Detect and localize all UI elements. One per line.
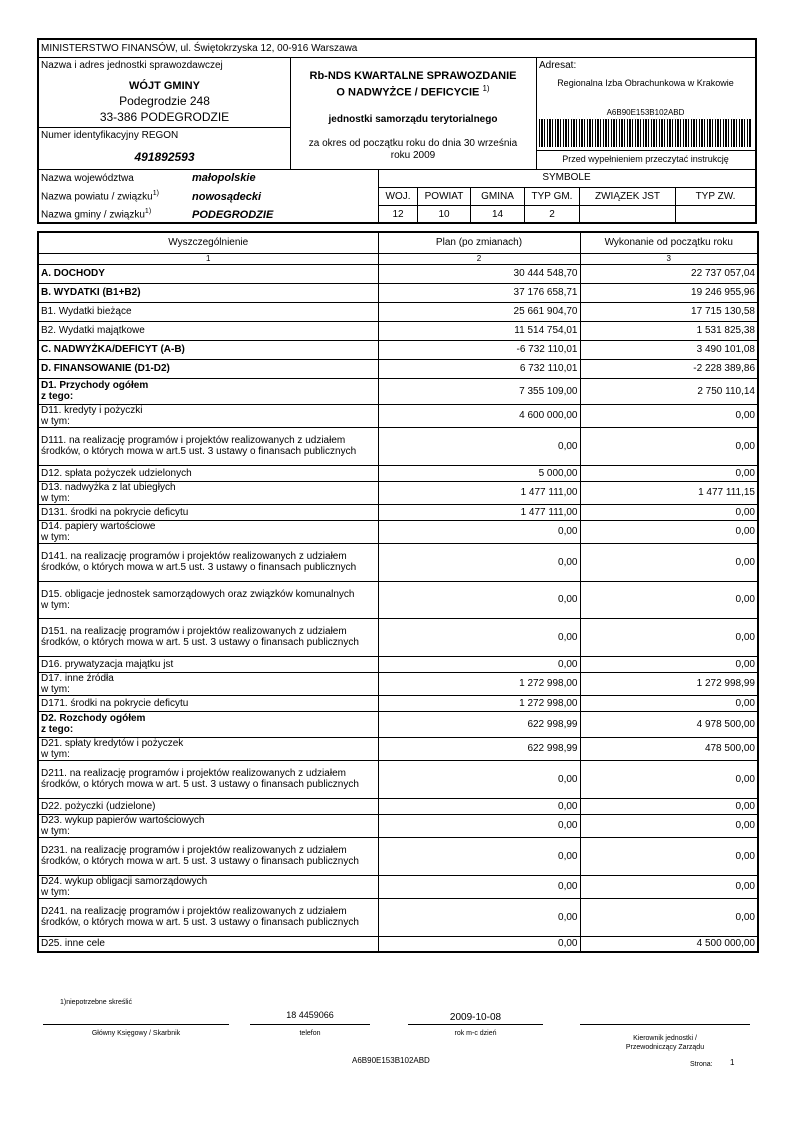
- period-line2: roku 2009: [390, 150, 436, 161]
- row-label: B1. Wydatki bieżące: [38, 302, 378, 321]
- row-label: D16. prywatyzacja majątku jst: [38, 656, 378, 672]
- signature-line: [43, 1024, 229, 1025]
- table-row: [38, 404, 758, 427]
- plan-value: 1 272 998,00: [378, 672, 580, 695]
- entity-name: WÓJT GMINY: [129, 80, 200, 92]
- plan-value: 0,00: [378, 875, 580, 898]
- row-label: D13. nadwyżka z lat ubiegłych w tym:: [38, 481, 378, 504]
- execution-value: 0,00: [580, 465, 758, 481]
- plan-value: 1 272 998,00: [378, 695, 580, 711]
- execution-value: 0,00: [580, 760, 758, 798]
- ministry-line: MINISTERSTWO FINANSÓW, ul. Świętokrzyska 12, 00-916 Warszawa: [39, 40, 755, 58]
- row-label: D1. Przychody ogółem z tego:: [38, 378, 378, 404]
- regon-number: 491892593: [134, 150, 195, 164]
- divider: [39, 169, 755, 170]
- table-row: [38, 618, 758, 656]
- row-label: B2. Wydatki majątkowe: [38, 321, 378, 340]
- column-header: Plan (po zmianach): [378, 232, 580, 253]
- row-label: D24. wykup obligacji samorządowych w tym:: [38, 875, 378, 898]
- table-row: [38, 875, 758, 898]
- commune-value: PODEGRODZIE: [192, 209, 274, 221]
- table-row: [38, 427, 758, 465]
- plan-value: -6 732 110,01: [378, 340, 580, 359]
- execution-value: 4 500 000,00: [580, 936, 758, 952]
- table-row: [38, 695, 758, 711]
- table-row: [38, 581, 758, 618]
- plan-value: 37 176 658,71: [378, 283, 580, 302]
- entity-address-line2: 33-386 PODEGRODZIE: [99, 110, 230, 124]
- document-code: A6B90E153B102ABD: [352, 1056, 430, 1065]
- plan-value: 25 661 904,70: [378, 302, 580, 321]
- symbol-value: 14: [471, 206, 525, 224]
- divider: [536, 150, 755, 151]
- table-row: [38, 543, 758, 581]
- accountant-label: Główny Księgowy / Skarbnik: [91, 1030, 181, 1037]
- symbol-header: GMINA: [471, 188, 525, 206]
- symbol-value: 12: [379, 206, 418, 224]
- plan-value: 0,00: [378, 814, 580, 837]
- county-label: Nazwa powiatu / związku$^{1)}$: [41, 190, 159, 203]
- table-row: [38, 672, 758, 695]
- table-body: [38, 264, 758, 952]
- execution-value: 4 978 500,00: [580, 711, 758, 737]
- table-row: [38, 814, 758, 837]
- plan-value: 0,00: [378, 798, 580, 814]
- row-label: D14. papiery wartościowe w tym:: [38, 520, 378, 543]
- row-label: D141. na realizację programów i projektów realizowanych z udziałem środków, o których mowa w art.5 ust. 3 ustawy o finansach publicznych: [38, 543, 378, 581]
- table-row: [38, 340, 758, 359]
- entity-label: Nazwa i adres jednostki sprawozdawczej: [41, 60, 223, 71]
- table-row: [38, 898, 758, 936]
- financial-table: [37, 231, 759, 953]
- voivodeship-value: małopolskie: [192, 172, 256, 184]
- row-label: D171. środki na pokrycie deficytu: [38, 695, 378, 711]
- table-row: [38, 936, 758, 952]
- row-label: B. WYDATKI (B1+B2): [38, 283, 378, 302]
- phone-value: 18 4459066: [286, 1010, 334, 1020]
- row-label: D151. na realizację programów i projektów realizowanych z udziałem środków, o których mowa w art. 5 ust. 3 ustawy o finansach publicznych: [38, 618, 378, 656]
- table-row: [38, 837, 758, 875]
- page-number: 1: [730, 1058, 735, 1067]
- voivodeship-label: Nazwa województwa: [41, 173, 134, 184]
- report-subtitle: jednostki samorządu terytorialnego: [328, 114, 498, 125]
- column-number: 1: [38, 253, 378, 264]
- head-label-line2: Przewodniczący Zarządu: [625, 1044, 705, 1051]
- commune-label: Nazwa gminy / związku$^{1)}$: [41, 208, 152, 221]
- symbol-header: WOJ.: [379, 188, 418, 206]
- execution-value: 1 272 998,99: [580, 672, 758, 695]
- report-header: [37, 38, 757, 224]
- plan-value: 0,00: [378, 427, 580, 465]
- table-row: [38, 798, 758, 814]
- phone-label: telefon: [299, 1030, 321, 1037]
- footnote: 1)niepotrzebne skreślić: [60, 999, 132, 1006]
- column-header: Wykonanie od początku roku: [580, 232, 758, 253]
- execution-value: 0,00: [580, 427, 758, 465]
- symbols-table: [378, 187, 756, 224]
- signature-line: [250, 1024, 370, 1025]
- table-row: [38, 737, 758, 760]
- execution-value: 19 246 955,96: [580, 283, 758, 302]
- symbols-label: SYMBOLE: [542, 172, 591, 183]
- execution-value: 0,00: [580, 875, 758, 898]
- row-label: D211. na realizację programów i projektów realizowanych z udziałem środków, o których mowa w art. 5 ust. 3 ustawy o finansach publicznych: [38, 760, 378, 798]
- head-label-line1: Kierownik jednostki /: [633, 1035, 697, 1042]
- table-row: [38, 481, 758, 504]
- instruction-note: Przed wypełnieniem przeczytać instrukcję: [562, 154, 729, 164]
- table-row: [38, 760, 758, 798]
- table-row: [38, 520, 758, 543]
- execution-value: 0,00: [580, 798, 758, 814]
- execution-value: 0,00: [580, 837, 758, 875]
- report-title-line1: Rb-NDS KWARTALNE SPRAWOZDANIE: [309, 70, 517, 82]
- row-label: D23. wykup papierów wartościowych w tym:: [38, 814, 378, 837]
- table-row: [38, 656, 758, 672]
- table-row: [38, 264, 758, 283]
- execution-value: 0,00: [580, 543, 758, 581]
- table-row: [38, 302, 758, 321]
- execution-value: 0,00: [580, 814, 758, 837]
- plan-value: 0,00: [378, 543, 580, 581]
- symbol-value: [676, 206, 756, 224]
- row-label: D131. środki na pokrycie deficytu: [38, 504, 378, 520]
- table-row: [38, 504, 758, 520]
- column-number: 2: [378, 253, 580, 264]
- entity-address-line1: Podegrodzie 248: [119, 94, 210, 108]
- table-row: [38, 711, 758, 737]
- symbol-header: POWIAT: [418, 188, 471, 206]
- plan-value: 7 355 109,00: [378, 378, 580, 404]
- execution-value: 478 500,00: [580, 737, 758, 760]
- plan-value: 0,00: [378, 618, 580, 656]
- barcode-image: [539, 119, 752, 147]
- execution-value: 1 477 111,15: [580, 481, 758, 504]
- symbol-value: 10: [418, 206, 471, 224]
- symbol-value: [580, 206, 676, 224]
- date-value: 2009-10-08: [449, 1012, 502, 1023]
- execution-value: 0,00: [580, 898, 758, 936]
- table-row: [38, 283, 758, 302]
- plan-value: 0,00: [378, 898, 580, 936]
- plan-value: 0,00: [378, 837, 580, 875]
- symbol-header: TYP GM.: [525, 188, 580, 206]
- report-title-line2: O NADWYŻCE / DEFICYCIE $^{1)}$: [336, 84, 490, 99]
- barcode-text: A6B90E153B102ABD: [606, 108, 685, 117]
- row-label: D11. kredyty i pożyczki w tym:: [38, 404, 378, 427]
- period-line1: za okres od początku roku do dnia 30 września: [308, 138, 518, 149]
- row-label: D111. na realizację programów i projektów realizowanych z udziałem środków, o których mowa w art.5 ust. 3 ustawy o finansach publicznych: [38, 427, 378, 465]
- plan-value: 0,00: [378, 520, 580, 543]
- execution-value: 0,00: [580, 656, 758, 672]
- row-label: D231. na realizację programów i projektów realizowanych z udziałem środków, o których mowa w art. 5 ust. 3 ustawy o finansach publicznych: [38, 837, 378, 875]
- plan-value: 11 514 754,01: [378, 321, 580, 340]
- table-row: [38, 465, 758, 481]
- addressee-name: Regionalna Izba Obrachunkowa w Krakowie: [557, 78, 734, 88]
- column-header: Wyszczególnienie: [38, 232, 378, 253]
- row-label: C. NADWYŻKA/DEFICYT (A-B): [38, 340, 378, 359]
- row-label: D21. spłaty kredytów i pożyczek w tym:: [38, 737, 378, 760]
- plan-value: 30 444 548,70: [378, 264, 580, 283]
- signature-line: [580, 1024, 750, 1025]
- row-label: D15. obligacje jednostek samorządowych oraz związków komunalnych w tym:: [38, 581, 378, 618]
- county-value: nowosądecki: [192, 191, 262, 203]
- row-label: D2. Rozchody ogółem z tego:: [38, 711, 378, 737]
- table-row: [38, 321, 758, 340]
- execution-value: 0,00: [580, 504, 758, 520]
- plan-value: 622 998,99: [378, 711, 580, 737]
- table-row: [38, 378, 758, 404]
- row-label: D. FINANSOWANIE (D1-D2): [38, 359, 378, 378]
- row-label: D17. inne źródła w tym:: [38, 672, 378, 695]
- symbol-header: ZWIĄZEK JST: [580, 188, 676, 206]
- execution-value: 3 490 101,08: [580, 340, 758, 359]
- plan-value: 0,00: [378, 760, 580, 798]
- plan-value: 0,00: [378, 581, 580, 618]
- plan-value: 4 600 000,00: [378, 404, 580, 427]
- page-label: Strona:: [690, 1061, 713, 1068]
- column-number: 3: [580, 253, 758, 264]
- execution-value: 0,00: [580, 581, 758, 618]
- symbol-value: 2: [525, 206, 580, 224]
- row-label: A. DOCHODY: [38, 264, 378, 283]
- execution-value: 0,00: [580, 520, 758, 543]
- plan-value: 6 732 110,01: [378, 359, 580, 378]
- regon-label: Numer identyfikacyjny REGON: [41, 130, 179, 141]
- row-label: D241. na realizację programów i projektów realizowanych z udziałem środków, o których mowa w art. 5 ust. 3 ustawy o finansach publicznych: [38, 898, 378, 936]
- plan-value: 622 998,99: [378, 737, 580, 760]
- divider: [39, 127, 290, 128]
- plan-value: 1 477 111,00: [378, 504, 580, 520]
- row-label: D25. inne cele: [38, 936, 378, 952]
- plan-value: 1 477 111,00: [378, 481, 580, 504]
- execution-value: 22 737 057,04: [580, 264, 758, 283]
- addressee-label: Adresat:: [539, 60, 577, 71]
- plan-value: 5 000,00: [378, 465, 580, 481]
- execution-value: 1 531 825,38: [580, 321, 758, 340]
- plan-value: 0,00: [378, 936, 580, 952]
- execution-value: 0,00: [580, 404, 758, 427]
- table-row: [38, 359, 758, 378]
- plan-value: 0,00: [378, 656, 580, 672]
- signature-line: [408, 1024, 543, 1025]
- execution-value: 0,00: [580, 618, 758, 656]
- execution-value: 2 750 110,14: [580, 378, 758, 404]
- execution-value: -2 228 389,86: [580, 359, 758, 378]
- symbol-header: TYP ZW.: [676, 188, 756, 206]
- date-label: rok m-c dzień: [454, 1030, 497, 1037]
- execution-value: 17 715 130,58: [580, 302, 758, 321]
- execution-value: 0,00: [580, 695, 758, 711]
- row-label: D22. pożyczki (udzielone): [38, 798, 378, 814]
- row-label: D12. spłata pożyczek udzielonych: [38, 465, 378, 481]
